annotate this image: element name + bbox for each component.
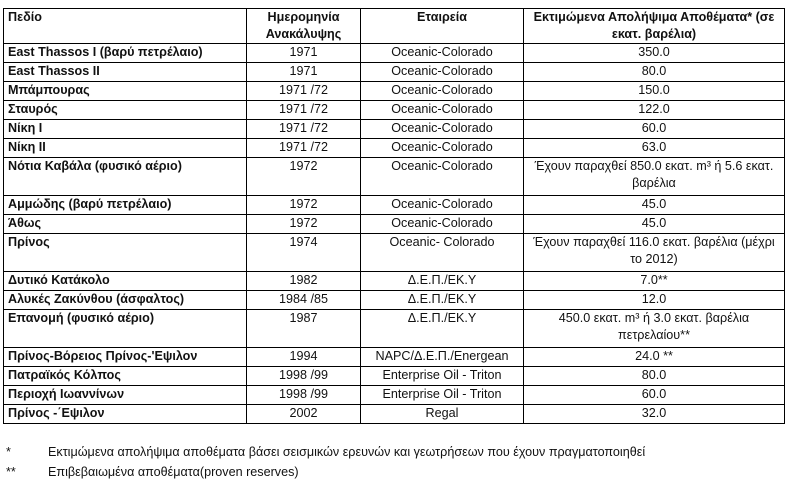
reserves-cell: 150.0 — [524, 82, 785, 101]
reserves-cell: 60.0 — [524, 120, 785, 139]
footnote-text: Εκτιμώμενα απολήψιμα αποθέματα βάσει σεισμικών ερευνών και γεωτρήσεων που έχουν πραγματοποιηθεί — [48, 445, 646, 459]
reserves-cell: 12.0 — [524, 291, 785, 310]
table-row — [4, 234, 785, 272]
table-row — [4, 291, 785, 310]
reserves-cell: 63.0 — [524, 139, 785, 158]
company-cell: NAPC/Δ.Ε.Π./Energean — [361, 348, 524, 367]
field-name-cell: Δυτικό Κατάκολο — [4, 272, 247, 291]
company-cell: Δ.Ε.Π./ΕΚ.Υ — [361, 291, 524, 310]
footnote — [6, 464, 784, 484]
discovery-date-cell: 1971 /72 — [247, 139, 361, 158]
company-cell: Oceanic-Colorado — [361, 196, 524, 215]
company-cell: Oceanic-Colorado — [361, 215, 524, 234]
reserves-cell: 24.0 ** — [524, 348, 785, 367]
footnote-mark: * — [6, 445, 11, 459]
company-cell: Oceanic- Colorado — [361, 234, 524, 272]
field-name-cell: Πρίνος-Βόρειος Πρίνος-'Εψιλον — [4, 348, 247, 367]
company-cell: Δ.Ε.Π./ΕΚ.Υ — [361, 272, 524, 291]
table-row — [4, 63, 785, 82]
discovery-date-cell: 1972 — [247, 196, 361, 215]
reserves-cell: 45.0 — [524, 196, 785, 215]
discovery-date-cell: 1998 /99 — [247, 386, 361, 405]
field-name-cell: Νίκη Ι — [4, 120, 247, 139]
field-name-cell: Επανομή (φυσικό αέριο) — [4, 310, 247, 348]
table-row — [4, 101, 785, 120]
table-row — [4, 139, 785, 158]
discovery-date-cell: 1971 — [247, 44, 361, 63]
table-row — [4, 196, 785, 215]
reserves-cell: 350.0 — [524, 44, 785, 63]
discovery-date-cell: 1987 — [247, 310, 361, 348]
discovery-date-cell: 1982 — [247, 272, 361, 291]
discovery-date-cell: 1972 — [247, 158, 361, 196]
discovery-date-cell: 1994 — [247, 348, 361, 367]
discovery-date-cell: 1971 /72 — [247, 82, 361, 101]
discovery-date-cell: 1971 /72 — [247, 120, 361, 139]
table-row — [4, 215, 785, 234]
company-cell: Oceanic-Colorado — [361, 158, 524, 196]
discovery-date-cell: 1971 — [247, 63, 361, 82]
company-cell: Oceanic-Colorado — [361, 120, 524, 139]
reserves-table-container — [3, 8, 784, 424]
discovery-date-cell: 1984 /85 — [247, 291, 361, 310]
reserves-cell: 32.0 — [524, 405, 785, 424]
reserves-cell: 80.0 — [524, 63, 785, 82]
field-name-cell: East Thassos Ι (βαρύ πετρέλαιο) — [4, 44, 247, 63]
field-name-cell: Πρίνος -΄Εψιλον — [4, 405, 247, 424]
table-row — [4, 386, 785, 405]
company-cell: Oceanic-Colorado — [361, 101, 524, 120]
discovery-date-cell: 1972 — [247, 215, 361, 234]
field-name-cell: East Thassos ΙΙ — [4, 63, 247, 82]
field-name-cell: Πατραϊκός Κόλπος — [4, 367, 247, 386]
table-body — [4, 44, 785, 424]
table-row — [4, 272, 785, 291]
company-cell: Oceanic-Colorado — [361, 139, 524, 158]
reserves-cell: Έχουν παραχθεί 850.0 εκατ. m³ ή 5.6 εκατ. βαρέλια — [524, 158, 785, 196]
field-name-cell: Άθως — [4, 215, 247, 234]
reserves-cell: 450.0 εκατ. m³ ή 3.0 εκατ. βαρέλια πετρελαίου** — [524, 310, 785, 348]
table-row — [4, 348, 785, 367]
discovery-date-cell: 1971 /72 — [247, 101, 361, 120]
footnote — [6, 444, 784, 464]
field-name-cell: Νίκη ΙΙ — [4, 139, 247, 158]
header-reserves: Εκτιμώμενα Απολήψιμα Αποθέματα* (σε εκατ. βαρέλια) — [524, 9, 785, 44]
field-name-cell: Αμμώδης (βαρύ πετρέλαιο) — [4, 196, 247, 215]
table-row — [4, 44, 785, 63]
discovery-date-cell: 2002 — [247, 405, 361, 424]
company-cell: Oceanic-Colorado — [361, 44, 524, 63]
field-name-cell: Νότια Καβάλα (φυσικό αέριο) — [4, 158, 247, 196]
table-row — [4, 120, 785, 139]
discovery-date-cell: 1998 /99 — [247, 367, 361, 386]
company-cell: Δ.Ε.Π./ΕΚ.Υ — [361, 310, 524, 348]
discovery-date-cell: 1974 — [247, 234, 361, 272]
field-name-cell: Σταυρός — [4, 101, 247, 120]
footnote-text: Επιβεβαιωμένα αποθέματα(proven reserves) — [48, 465, 299, 479]
company-cell: Regal — [361, 405, 524, 424]
field-name-cell: Αλυκές Ζακύνθου (άσφαλτος) — [4, 291, 247, 310]
company-cell: Enterprise Oil - Triton — [361, 367, 524, 386]
table-row — [4, 367, 785, 386]
table-row — [4, 82, 785, 101]
field-name-cell: Περιοχή Ιωαννίνων — [4, 386, 247, 405]
reserves-cell: Έχουν παραχθεί 116.0 εκατ. βαρέλια (μέχρι το 2012) — [524, 234, 785, 272]
table-header-row — [4, 9, 785, 44]
footnote-mark: ** — [6, 465, 16, 479]
field-name-cell: Μπάμπουρας — [4, 82, 247, 101]
table-row — [4, 405, 785, 424]
company-cell: Oceanic-Colorado — [361, 82, 524, 101]
reserves-cell: 45.0 — [524, 215, 785, 234]
reserves-cell: 7.0** — [524, 272, 785, 291]
reserves-cell: 122.0 — [524, 101, 785, 120]
company-cell: Enterprise Oil - Triton — [361, 386, 524, 405]
oil-fields-table — [3, 8, 785, 424]
footnotes — [6, 444, 784, 484]
reserves-cell: 80.0 — [524, 367, 785, 386]
company-cell: Oceanic-Colorado — [361, 63, 524, 82]
table-row — [4, 158, 785, 196]
header-company: Εταιρεία — [361, 9, 524, 44]
reserves-cell: 60.0 — [524, 386, 785, 405]
header-field: Πεδίο — [4, 9, 247, 44]
header-discovery-date: Ημερομηνία Ανακάλυψης — [247, 9, 361, 44]
table-row — [4, 310, 785, 348]
field-name-cell: Πρίνος — [4, 234, 247, 272]
